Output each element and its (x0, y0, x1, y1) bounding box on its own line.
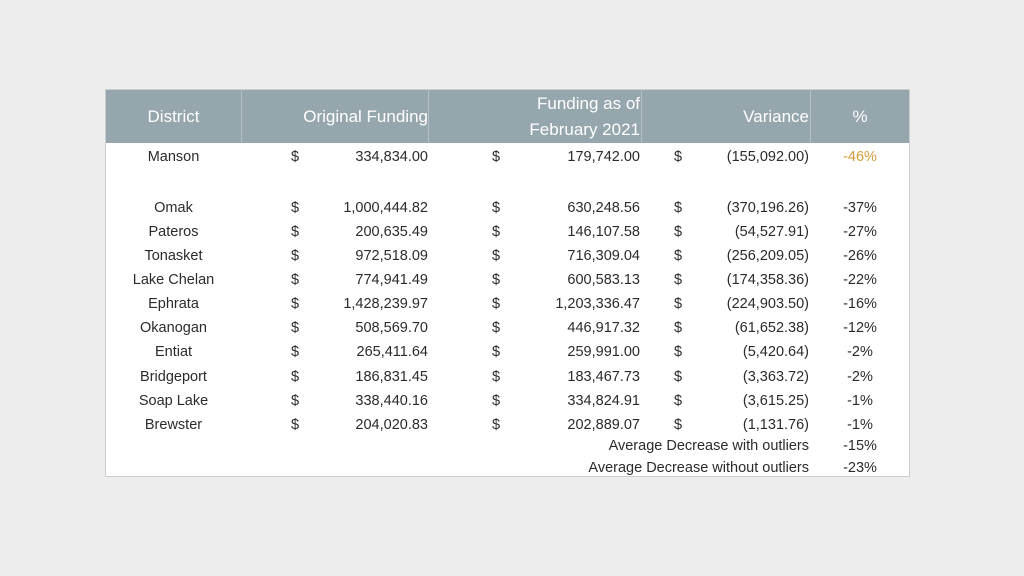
currency-symbol: $ (674, 296, 683, 312)
summary-value: -15% (843, 438, 877, 454)
currency-symbol: $ (674, 224, 683, 240)
original-funding-cell: 186,831.45 (355, 369, 428, 385)
variance-cell: (155,092.00) (726, 149, 809, 165)
currency-symbol: $ (492, 149, 501, 165)
header-funding-line1: Funding as of (536, 94, 640, 113)
header-funding-line2: February 2021 (529, 120, 640, 139)
currency-symbol: $ (291, 320, 300, 336)
original-funding-cell: 1,000,444.82 (343, 200, 428, 216)
percent-cell: -27% (843, 224, 877, 240)
district-cell: Ephrata (148, 296, 199, 312)
currency-symbol: $ (291, 393, 300, 409)
currency-symbol: $ (291, 344, 300, 360)
percent-cell: -12% (843, 320, 877, 336)
table-row (106, 224, 909, 248)
variance-cell: (61,652.38) (734, 320, 809, 336)
currency-symbol: $ (674, 149, 683, 165)
district-cell: Tonasket (144, 248, 203, 264)
currency-symbol: $ (674, 272, 683, 288)
currency-symbol: $ (291, 248, 300, 264)
district-cell: Soap Lake (138, 393, 209, 409)
currency-symbol: $ (291, 296, 300, 312)
variance-cell: (3,363.72) (742, 369, 809, 385)
funding-feb-cell: 334,824.91 (567, 393, 640, 409)
currency-symbol: $ (492, 224, 501, 240)
header-funding-feb-2021 (429, 90, 640, 144)
summary-value: -23% (843, 460, 877, 476)
variance-cell: (370,196.26) (726, 200, 809, 216)
percent-cell: -1% (847, 393, 873, 409)
original-funding-cell: 265,411.64 (356, 344, 428, 360)
table-row (106, 248, 909, 272)
currency-symbol: $ (291, 149, 300, 165)
currency-symbol: $ (492, 320, 501, 336)
table-row (106, 393, 909, 417)
variance-cell: (5,420.64) (742, 344, 809, 360)
original-funding-cell: 338,440.16 (355, 393, 428, 409)
table-row (106, 200, 909, 224)
currency-symbol: $ (492, 248, 501, 264)
currency-symbol: $ (492, 369, 501, 385)
percent-cell: -1% (847, 417, 873, 433)
variance-cell: (1,131.76) (742, 417, 809, 433)
header-percent: % (852, 107, 868, 126)
percent-cell: -16% (843, 296, 877, 312)
table-row (106, 320, 909, 344)
table-row (106, 296, 909, 320)
currency-symbol: $ (291, 417, 300, 433)
funding-feb-cell: 146,107.58 (567, 224, 640, 240)
original-funding-cell: 1,428,239.97 (343, 296, 428, 312)
currency-symbol: $ (674, 344, 683, 360)
funding-feb-cell: 716,309.04 (567, 248, 640, 264)
currency-symbol: $ (674, 248, 683, 264)
summary-label: Average Decrease without outliers (588, 460, 809, 476)
currency-symbol: $ (674, 417, 683, 433)
table-row (106, 149, 909, 173)
funding-feb-cell: 600,583.13 (567, 272, 640, 288)
table-header (106, 90, 909, 143)
percent-cell: -2% (847, 344, 873, 360)
district-cell: Brewster (144, 417, 203, 433)
currency-symbol: $ (291, 224, 300, 240)
district-cell: Omak (154, 200, 193, 216)
funding-feb-cell: 446,917.32 (567, 320, 640, 336)
table-row (106, 369, 909, 393)
funding-feb-cell: 179,742.00 (567, 149, 640, 165)
percent-cell: -22% (843, 272, 877, 288)
currency-symbol: $ (291, 272, 300, 288)
district-cell: Lake Chelan (132, 272, 215, 288)
variance-cell: (174,358.36) (726, 272, 809, 288)
currency-symbol: $ (291, 369, 300, 385)
original-funding-cell: 508,569.70 (355, 320, 428, 336)
funding-feb-cell: 1,203,336.47 (555, 296, 640, 312)
original-funding-cell: 334,834.00 (355, 149, 428, 165)
table-row (106, 272, 909, 296)
variance-cell: (3,615.25) (742, 393, 809, 409)
district-cell: Entiat (154, 344, 193, 360)
currency-symbol: $ (492, 200, 501, 216)
district-cell: Okanogan (140, 320, 207, 336)
currency-symbol: $ (492, 272, 501, 288)
district-cell: Pateros (148, 224, 199, 240)
district-cell: Manson (147, 149, 200, 165)
percent-cell: -37% (843, 200, 877, 216)
percent-cell: -26% (843, 248, 877, 264)
funding-feb-cell: 259,991.00 (567, 344, 640, 360)
district-cell: Bridgeport (140, 369, 207, 385)
currency-symbol: $ (291, 200, 300, 216)
funding-feb-cell: 202,889.07 (567, 417, 640, 433)
funding-table (105, 89, 910, 477)
currency-symbol: $ (492, 417, 501, 433)
currency-symbol: $ (492, 393, 501, 409)
currency-symbol: $ (674, 393, 683, 409)
variance-cell: (224,903.50) (726, 296, 809, 312)
variance-cell: (256,209.05) (726, 248, 809, 264)
original-funding-cell: 774,941.49 (355, 272, 428, 288)
summary-label: Average Decrease with outliers (608, 438, 809, 454)
percent-cell: -2% (847, 369, 873, 385)
currency-symbol: $ (674, 320, 683, 336)
original-funding-cell: 204,020.83 (355, 417, 428, 433)
funding-feb-cell: 183,467.73 (567, 369, 640, 385)
funding-feb-cell: 630,248.56 (567, 200, 640, 216)
currency-symbol: $ (674, 200, 683, 216)
currency-symbol: $ (492, 344, 501, 360)
table-row (106, 344, 909, 368)
header-variance: Variance (743, 107, 809, 126)
currency-symbol: $ (674, 369, 683, 385)
header-district: District (147, 107, 200, 126)
variance-cell: (54,527.91) (734, 224, 809, 240)
currency-symbol: $ (492, 296, 501, 312)
original-funding-cell: 972,518.09 (355, 248, 428, 264)
header-original-funding: Original Funding (303, 107, 428, 126)
percent-cell: -46% (843, 149, 877, 165)
original-funding-cell: 200,635.49 (355, 224, 428, 240)
